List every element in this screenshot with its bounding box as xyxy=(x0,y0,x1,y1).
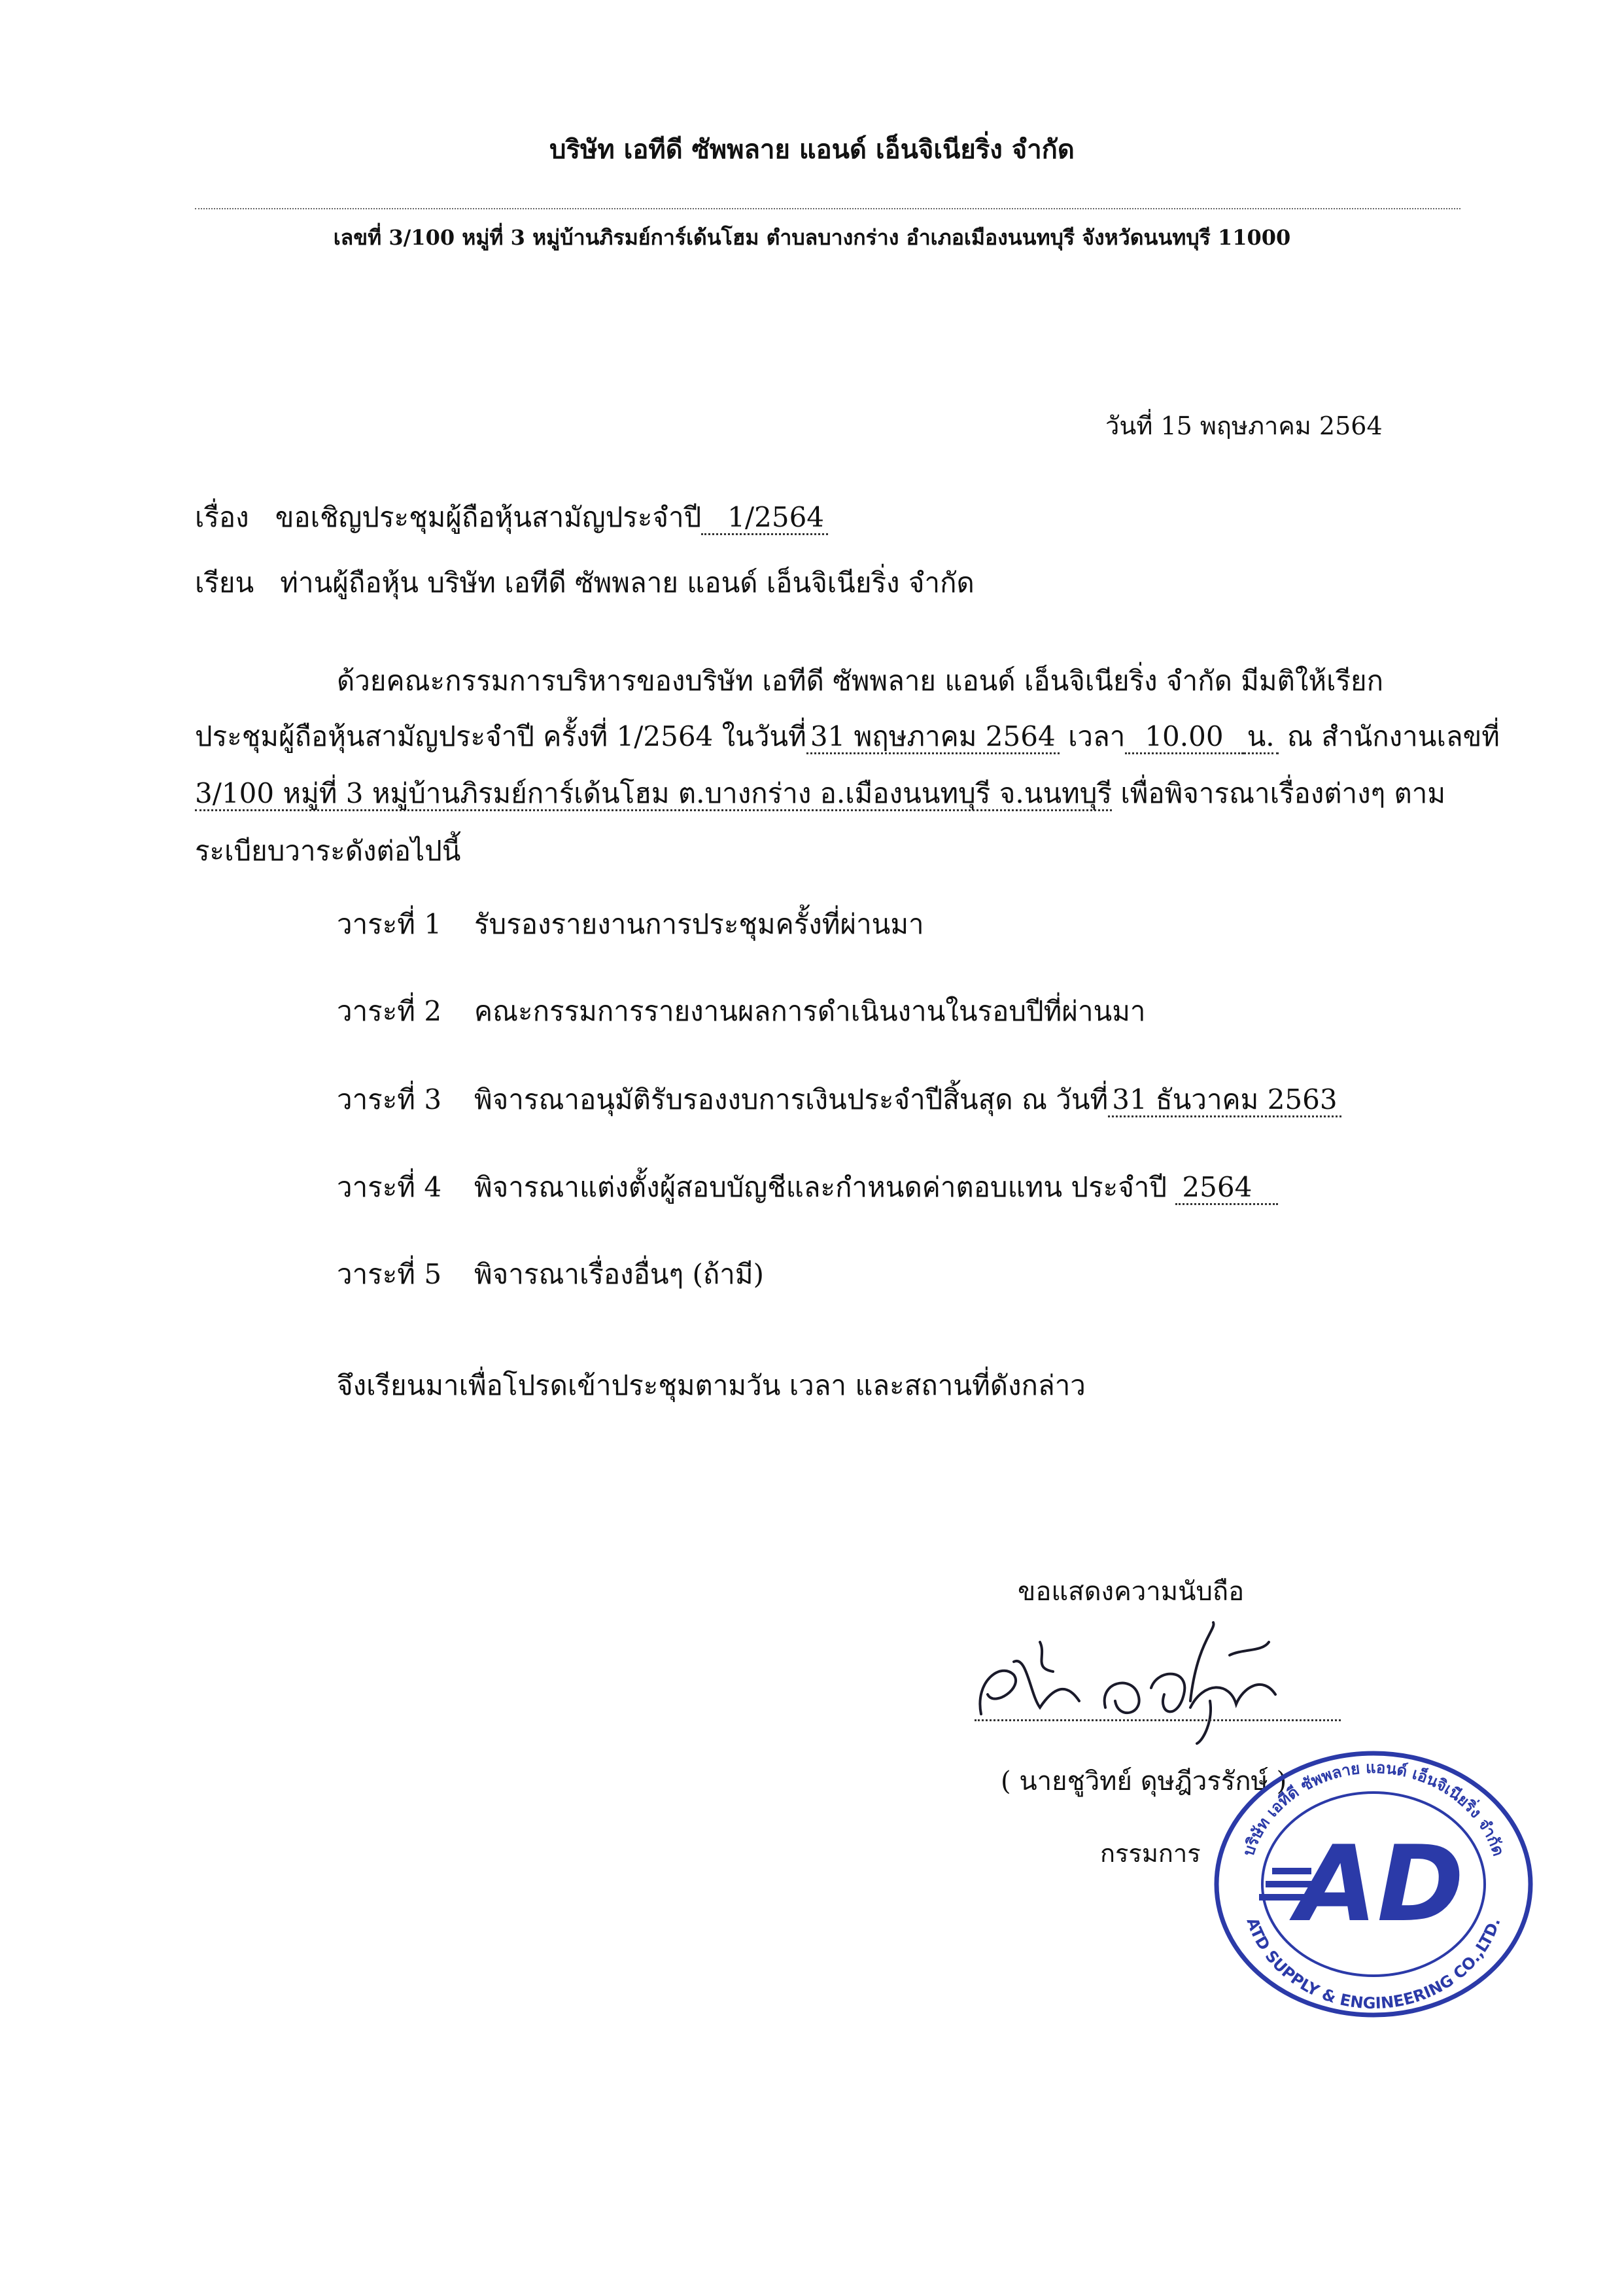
agenda-text: คณะกรรมการรายงานผลการดำเนินงานในรอบปีที่ผ่านมา xyxy=(474,995,1146,1027)
header-divider xyxy=(195,208,1460,209)
closing-text: ขอแสดงความนับถือ xyxy=(1018,1577,1245,1607)
subject-value: 1/2564 xyxy=(701,501,828,535)
agenda-text: พิจารณาแต่งตั้งผู้สอบบัญชีและกำหนดค่าตอบแทน ประจำปี xyxy=(474,1171,1167,1203)
stamp-logo-text: AD xyxy=(1296,1823,1464,1945)
company-name: บริษัท เอทีดี ซัพพลาย แอนด์ เอ็นจิเนียริ่ง จำกัด xyxy=(549,134,1075,165)
letter-date: วันที่ 15 พฤษภาคม 2564 xyxy=(1105,412,1383,440)
body-line-3-post: เพื่อพิจารณาเรื่องต่างๆ ตาม xyxy=(1120,777,1446,809)
handwritten-signature xyxy=(955,1616,1308,1747)
time-label: เวลา xyxy=(1068,720,1126,752)
agenda-number: วาระที่ 5 xyxy=(337,1258,442,1290)
subject-line xyxy=(195,496,828,539)
fiscal-year-end: 31 ธันวาคม 2563 xyxy=(1108,1083,1341,1117)
signature-line xyxy=(975,1719,1341,1721)
agenda-item-4 xyxy=(474,1166,1278,1209)
body-line-2-post: ณ สำนักงานเลขที่ xyxy=(1287,720,1500,752)
meeting-time: 10.00 xyxy=(1125,720,1243,754)
body-line-3 xyxy=(195,772,1445,815)
stamp-top-text: บริษัท เอทีดี ซัพพลาย แอนด์ เอ็นจิเนียริ่ง จำกัด xyxy=(1239,1758,1508,1859)
body-line-2 xyxy=(195,715,1500,758)
subject-label: เรื่อง xyxy=(195,501,249,533)
signatory-name: ( นายชูวิทย์ ดุษฎีวรรักษ์ ) xyxy=(1001,1766,1287,1796)
stamp-logo xyxy=(1259,1823,1464,1945)
agenda-item-3 xyxy=(474,1078,1341,1121)
body-line-2-pre: ประชุมผู้ถือหุ้นสามัญประจำปี ครั้งที่ 1/2564 ในวันที่ xyxy=(195,720,806,752)
to-label: เรียน xyxy=(195,567,254,599)
agenda-number: วาระที่ 4 xyxy=(337,1171,442,1203)
invitation-text: จึงเรียนมาเพื่อโปรดเข้าประชุมตามวัน เวลา และสถานที่ดังกล่าว xyxy=(337,1369,1086,1401)
meeting-date: 31 พฤษภาคม 2564 xyxy=(806,720,1060,754)
time-unit: น. xyxy=(1243,720,1279,754)
company-address: เลขที่ 3/100 หมู่ที่ 3 หมู่บ้านภิรมย์การ์เด้นโฮม ตำบลบางกร่าง อำเภอเมืองนนทบุรี จังหวัดนนทบุรี 11000 xyxy=(333,225,1291,250)
meeting-place: 3/100 หมู่ที่ 3 หมู่บ้านภิรมย์การ์เด้นโฮม ต.บางกร่าง อ.เมืองนนทบุรี จ.นนทบุรี xyxy=(195,777,1112,811)
agenda-text: พิจารณาเรื่องอื่นๆ (ถ้ามี) xyxy=(474,1258,764,1290)
to-text: ท่านผู้ถือหุ้น บริษัท เอทีดี ซัพพลาย แอนด์ เอ็นจิเนียริ่ง จำกัด xyxy=(280,567,975,599)
agenda-number: วาระที่ 1 xyxy=(337,908,442,940)
signatory-title: กรรมการ xyxy=(1100,1839,1201,1868)
body-line-4: ระเบียบวาระดังต่อไปนี้ xyxy=(195,835,461,867)
agenda-number: วาระที่ 2 xyxy=(337,995,442,1027)
agenda-number: วาระที่ 3 xyxy=(337,1083,442,1115)
stamp-bottom-text: ATD SUPPLY & ENGINEERING CO.,LTD. xyxy=(1243,1915,1504,2013)
subject-text: ขอเชิญประชุมผู้ถือหุ้นสามัญประจำปี xyxy=(275,501,702,533)
body-line-1: ด้วยคณะกรรมการบริหารของบริษัท เอทีดี ซัพพลาย แอนด์ เอ็นจิเนียริ่ง จำกัด มีมติให้เรียก xyxy=(337,665,1384,697)
company-stamp xyxy=(1203,1734,1544,2022)
auditor-year: 2564 xyxy=(1175,1171,1278,1205)
agenda-text: พิจารณาอนุมัติรับรองงบการเงินประจำปีสิ้นสุด ณ วันที่ xyxy=(474,1083,1109,1115)
to-line xyxy=(195,561,975,604)
agenda-text: รับรองรายงานการประชุมครั้งที่ผ่านมา xyxy=(474,908,924,940)
